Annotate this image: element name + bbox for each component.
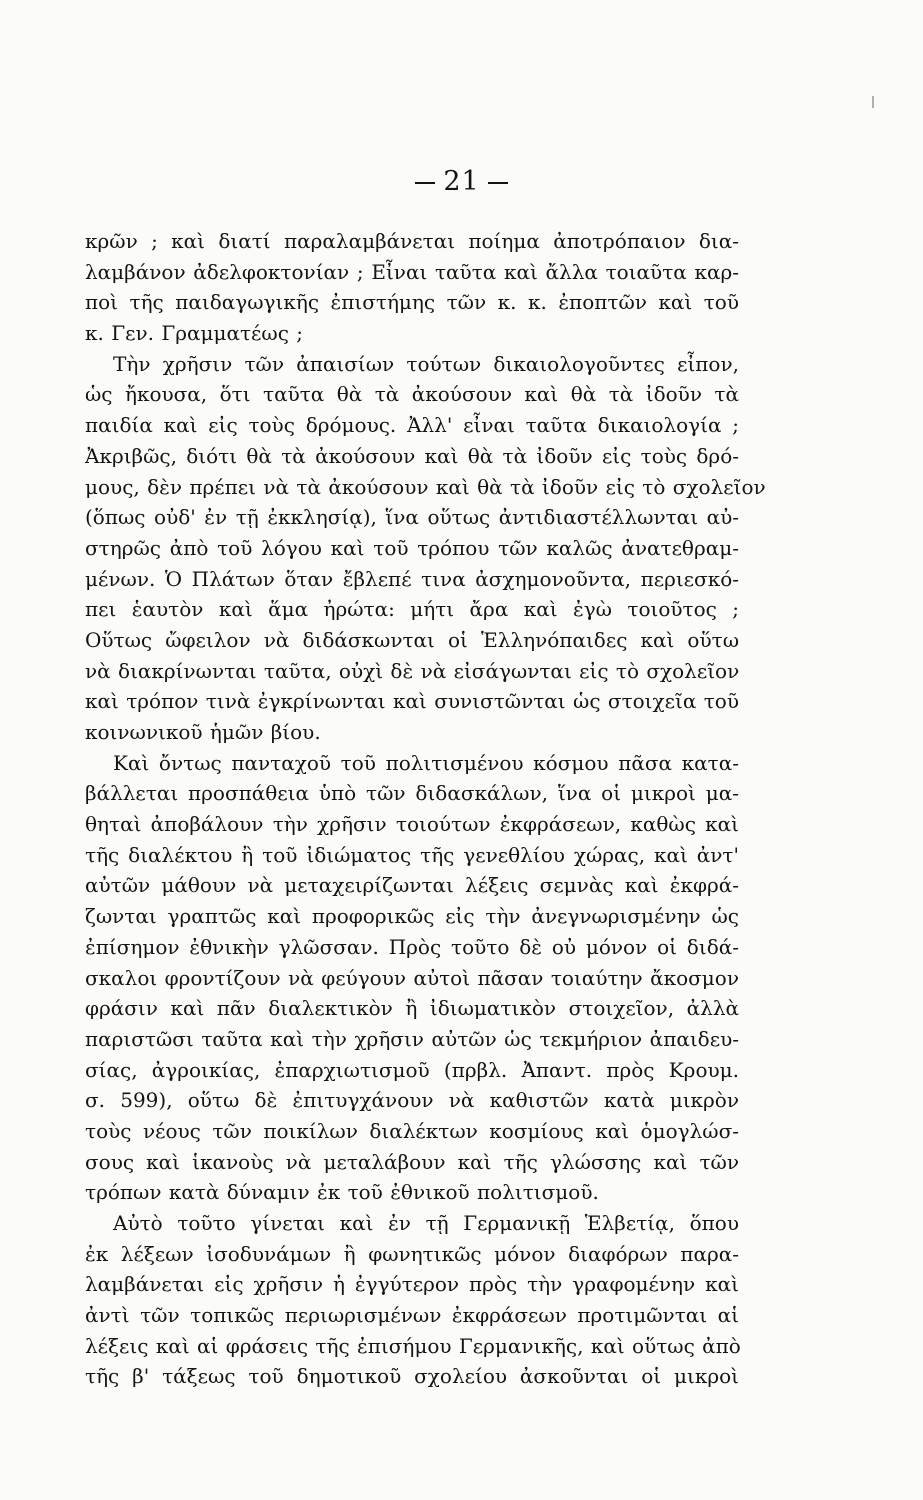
- text-line: ζωνται γραπτῶς καὶ προφορικῶς εἰς τὴν ἀνεγνωρισμένην ὡς: [85, 904, 739, 929]
- margin-mark: [872, 96, 874, 108]
- text-line: μένων. Ὁ Πλάτων ὅταν ἔβλεπέ τινα ἀσχημονοῦντα, περιεσκό-: [85, 566, 739, 591]
- text-line: λέξεις καὶ αἱ φράσεις τῆς ἐπισήμου Γερμανικῆς, καὶ οὕτως ἀπὸ: [85, 1333, 741, 1358]
- text-line: ὡς ἤκουσα, ὅτι ταῦτα θὰ τὰ ἀκούσουν καὶ θὰ τὰ ἰδοῦν τὰ: [85, 382, 739, 407]
- text-line: στηρῶς ἀπὸ τοῦ λόγου καὶ τοῦ τρόπου τῶν καλῶς ἀνατεθραμ-: [85, 535, 739, 560]
- text-line: πει ἑαυτὸν καὶ ἅμα ἠρώτα: μήτι ἄρα καὶ ἐγὼ τοιοῦτος ;: [85, 597, 739, 622]
- text-line: θηταὶ ἀποβάλουν τὴν χρῆσιν τοιούτων ἐκφράσεων, καθὼς καὶ: [85, 812, 739, 837]
- text-line: κοινωνικοῦ ἡμῶν βίου.: [85, 720, 321, 744]
- text-line: τῆς διαλέκτου ἢ τοῦ ἰδιώματος τῆς γενεθλίου χώρας, καὶ ἀντ': [85, 842, 739, 867]
- text-line: Αὐτὸ τοῦτο γίνεται καὶ ἐν τῇ Γερμανικῇ Ἑλβετίᾳ, ὅπου: [113, 1211, 739, 1235]
- text-line: σους καὶ ἱκανοὺς νὰ μεταλάβουν καὶ τῆς γλώσσης καὶ τῶν: [85, 1149, 739, 1174]
- text-line: ποὶ τῆς παιδαγωγικῆς ἐπιστήμης τῶν κ. κ. ἐποπτῶν καὶ τοῦ: [85, 290, 739, 315]
- text-line: λαμβάνεται εἰς χρῆσιν ἡ ἐγγύτερον πρὸς τὴν γραφομένην καὶ: [85, 1272, 739, 1297]
- text-line: νὰ διακρίνωνται ταῦτα, οὐχὶ δὲ νὰ εἰσάγωνται εἰς τὸ σχολεῖον: [85, 658, 740, 683]
- text-line: παριστῶσι ταῦτα καὶ τὴν χρῆσιν αὐτῶν ὡς τεκμήριον ἀπαιδευ-: [85, 1026, 739, 1051]
- text-line: αὐτῶν μάθουν νὰ μεταχειρίζωνται λέξεις σεμνὰς καὶ ἐκφρά-: [85, 873, 739, 898]
- text-line: ἐπίσημον ἐθνικὴν γλῶσσαν. Πρὸς τοῦτο δὲ οὐ μόνον οἱ διδά-: [85, 934, 739, 959]
- text-line: ἐκ λέξεων ἰσοδυνάμων ἢ φωνητικῶς μόνον διαφόρων παρα-: [85, 1241, 739, 1266]
- text-line: τρόπων κατὰ δύναμιν ἐκ τοῦ ἐθνικοῦ πολιτισμοῦ.: [85, 1180, 599, 1205]
- text-line: βάλλεται προσπάθεια ὑπὸ τῶν διδασκάλων, ἵνα οἱ μικροὶ μα-: [85, 781, 739, 806]
- text-line: λαμβάνον ἀδελφοκτονίαν ; Εἶναι ταῦτα καὶ ἄλλα τοιαῦτα καρ-: [85, 259, 739, 284]
- text-line: παιδία καὶ εἰς τοὺς δρόμους. Ἀλλ' εἶναι ταῦτα δικαιολογία ;: [85, 413, 739, 438]
- text-line: ἀντὶ τῶν τοπικῶς περιωρισμένων ἐκφράσεων προτιμῶνται αἱ: [85, 1303, 739, 1328]
- text-line: σ. 599), οὕτω δὲ ἐπιτυγχάνουν νὰ καθιστῶν κατὰ μικρὸν: [85, 1088, 739, 1113]
- text-line: (ὅπως οὐδ' ἐν τῇ ἐκκλησίᾳ), ἵνα οὕτως ἀντιδιαστέλλωνται αὐ-: [85, 505, 739, 530]
- text-line: καὶ τρόπον τινὰ ἐγκρίνωνται καὶ συνιστῶνται ὡς στοιχεῖα τοῦ: [85, 689, 739, 714]
- text-line: σκαλοι φροντίζουν νὰ φεύγουν αὐτοὶ πᾶσαν τοιαύτην ἄκοσμον: [85, 965, 739, 990]
- text-line: φράσιν καὶ πᾶν διαλεκτικὸν ἢ ἰδιωματικὸν στοιχεῖον, ἀλλὰ: [85, 996, 739, 1021]
- text-line: τῆς β' τάξεως τοῦ δημοτικοῦ σχολείου ἀσκοῦνται οἱ μικροὶ: [85, 1364, 739, 1389]
- text-line: Ἀκριβῶς, διότι θὰ τὰ ἀκούσουν καὶ θὰ τὰ ἰδοῦν εἰς τοὺς δρό-: [85, 443, 739, 468]
- text-line: Τὴν χρῆσιν τῶν ἀπαισίων τούτων δικαιολογοῦντες εἶπον,: [113, 351, 739, 376]
- text-line: Καὶ ὄντως πανταχοῦ τοῦ πολιτισμένου κόσμου πᾶσα κατα-: [113, 750, 739, 775]
- text-line: τοὺς νέους τῶν ποικίλων διαλέκτων κοσμίους καὶ ὁμογλώσ-: [85, 1118, 739, 1143]
- text-line: κ. Γεν. Γραμματέως ;: [85, 321, 303, 346]
- text-line: μους, δὲν πρέπει νὰ τὰ ἀκούσουν καὶ θὰ τὰ ἰδοῦν εἰς τὸ σχολεῖον: [85, 474, 766, 499]
- text-line: κρῶν ; καὶ διατί παραλαμβάνεται ποίημα ἀποτρόπαιον δια-: [85, 229, 739, 253]
- page-number: 21: [0, 166, 923, 197]
- body-text: [85, 226, 766, 1392]
- text-line: Οὕτως ὤφειλον νὰ διδάσκωνται οἱ Ἑλληνόπαιδες καὶ οὕτω: [85, 627, 739, 652]
- text-line: σίας, ἀγροικίας, ἐπαρχιωτισμοῦ (πρβλ. Ἀπαντ. πρὸς Κρουμ.: [85, 1057, 739, 1082]
